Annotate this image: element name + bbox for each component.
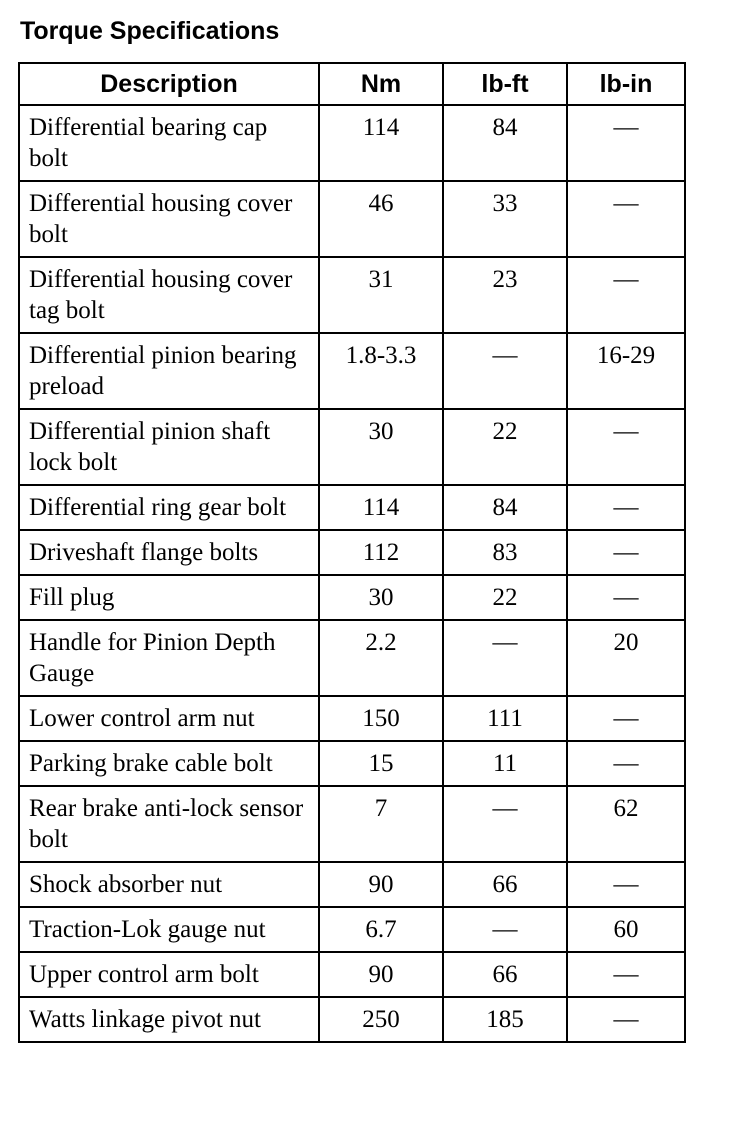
table-row — [19, 530, 685, 575]
table-row — [19, 620, 685, 696]
nm-cell: 150 — [319, 696, 443, 741]
table-row — [19, 575, 685, 620]
lb-ft-cell: — — [443, 333, 567, 409]
lb-ft-cell: 22 — [443, 575, 567, 620]
lb-ft-cell: — — [443, 786, 567, 862]
lb-ft-cell: 23 — [443, 257, 567, 333]
table-row — [19, 257, 685, 333]
nm-cell: 46 — [319, 181, 443, 257]
lb-in-cell: 62 — [567, 786, 685, 862]
description-cell: Parking brake cable bolt — [19, 741, 319, 786]
lb-in-cell: — — [567, 409, 685, 485]
table-row — [19, 105, 685, 181]
lb-ft-cell: 185 — [443, 997, 567, 1042]
nm-cell: 15 — [319, 741, 443, 786]
table-row — [19, 862, 685, 907]
description-cell: Watts linkage pivot nut — [19, 997, 319, 1042]
description-cell: Driveshaft flange bolts — [19, 530, 319, 575]
description-cell: Rear brake anti-lock sensor bolt — [19, 786, 319, 862]
table-row — [19, 409, 685, 485]
lb-in-cell: — — [567, 696, 685, 741]
lb-ft-cell: 11 — [443, 741, 567, 786]
lb-in-cell: 20 — [567, 620, 685, 696]
nm-cell: 90 — [319, 862, 443, 907]
nm-cell: 31 — [319, 257, 443, 333]
description-cell: Lower control arm nut — [19, 696, 319, 741]
lb-in-cell: — — [567, 181, 685, 257]
description-cell: Traction-Lok gauge nut — [19, 907, 319, 952]
nm-cell: 6.7 — [319, 907, 443, 952]
table-row — [19, 952, 685, 997]
table-row — [19, 997, 685, 1042]
description-cell: Upper control arm bolt — [19, 952, 319, 997]
lb-ft-cell: — — [443, 620, 567, 696]
lb-ft-cell: — — [443, 907, 567, 952]
nm-cell: 250 — [319, 997, 443, 1042]
table-row — [19, 907, 685, 952]
table-row — [19, 485, 685, 530]
column-header-description: Description — [19, 63, 319, 105]
nm-cell: 30 — [319, 409, 443, 485]
table-row — [19, 181, 685, 257]
lb-ft-cell: 66 — [443, 862, 567, 907]
lb-in-cell: — — [567, 575, 685, 620]
column-header-lb-in: lb-in — [567, 63, 685, 105]
description-cell: Differential pinion bearing preload — [19, 333, 319, 409]
table-row — [19, 786, 685, 862]
nm-cell: 30 — [319, 575, 443, 620]
torque-specifications-table — [18, 62, 686, 1043]
lb-ft-cell: 22 — [443, 409, 567, 485]
column-header-nm: Nm — [319, 63, 443, 105]
lb-ft-cell: 84 — [443, 105, 567, 181]
description-cell: Differential bearing cap bolt — [19, 105, 319, 181]
lb-in-cell: — — [567, 741, 685, 786]
description-cell: Differential housing cover tag bolt — [19, 257, 319, 333]
lb-in-cell: — — [567, 257, 685, 333]
lb-in-cell: — — [567, 530, 685, 575]
lb-ft-cell: 83 — [443, 530, 567, 575]
lb-in-cell: — — [567, 952, 685, 997]
table-row — [19, 741, 685, 786]
table-row — [19, 696, 685, 741]
lb-in-cell: 60 — [567, 907, 685, 952]
description-cell: Differential housing cover bolt — [19, 181, 319, 257]
lb-in-cell: — — [567, 105, 685, 181]
column-header-lb-ft: lb-ft — [443, 63, 567, 105]
nm-cell: 2.2 — [319, 620, 443, 696]
lb-ft-cell: 111 — [443, 696, 567, 741]
table-row — [19, 333, 685, 409]
lb-in-cell: — — [567, 997, 685, 1042]
nm-cell: 7 — [319, 786, 443, 862]
page-title: Torque Specifications — [20, 17, 280, 45]
description-cell: Fill plug — [19, 575, 319, 620]
nm-cell: 112 — [319, 530, 443, 575]
nm-cell: 1.8-3.3 — [319, 333, 443, 409]
lb-ft-cell: 84 — [443, 485, 567, 530]
description-cell: Differential pinion shaft lock bolt — [19, 409, 319, 485]
nm-cell: 90 — [319, 952, 443, 997]
lb-ft-cell: 66 — [443, 952, 567, 997]
lb-in-cell: 16-29 — [567, 333, 685, 409]
description-cell: Differential ring gear bolt — [19, 485, 319, 530]
lb-in-cell: — — [567, 485, 685, 530]
table-header-row — [19, 63, 685, 105]
description-cell: Handle for Pinion Depth Gauge — [19, 620, 319, 696]
lb-in-cell: — — [567, 862, 685, 907]
lb-ft-cell: 33 — [443, 181, 567, 257]
nm-cell: 114 — [319, 105, 443, 181]
nm-cell: 114 — [319, 485, 443, 530]
description-cell: Shock absorber nut — [19, 862, 319, 907]
